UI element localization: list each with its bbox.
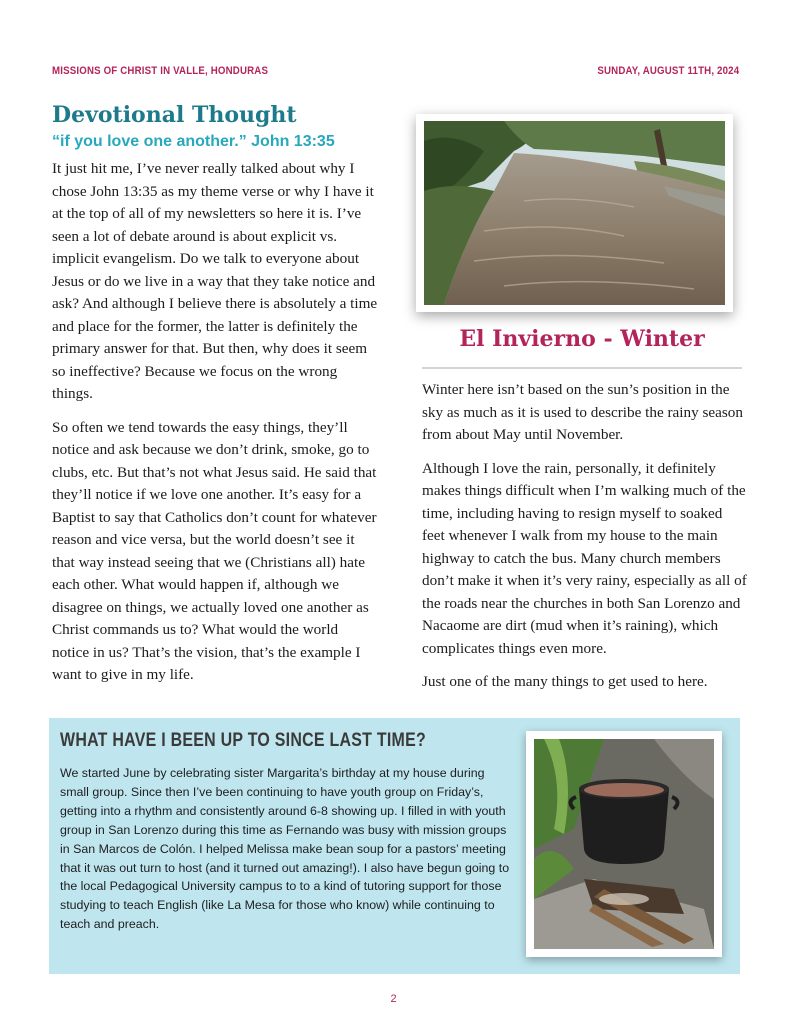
winter-paragraph: Just one of the many things to get used to here. xyxy=(422,673,708,690)
update-box-text: We started June by celebrating sister Margarita’s birthday at my house during small group. Since then I’ve been continuing to have youth group on Friday’s, getting into a rhythm and consistently around 6-8 showing up. I filled in with youth group in San Lorenzo during this time as Fernando was busy with mission groups in San Marcos de Colón. I helped Melissa make bean soup for a pastors’ meeting that it was out turn to host (and it turned out amazing!). I also have begun going to the local Pedagogical University campus to to a kind of tutoring support for those studying to teach English (like La Mesa for those who know) while continuing to teach and preach. xyxy=(60,766,510,932)
winter-divider xyxy=(422,367,742,369)
devotional-title: Devotional Thought xyxy=(52,102,297,128)
theme-verse: “if you love one another.” John 13:35 xyxy=(52,133,335,150)
devotional-paragraph: So often we tend towards the easy things, they’ll notice and ask because we don’t drink, smoke, go to clubs, etc. But that’s not what Jesus said. He said that they’ll notice if we love one another. It’s easy for a Baptist to say that Catholics don’t count for whatever reason and vice versa, but the world doesn’t see it that way instead seeing that we (Christians all) hate each other. What would happen if, although we disagree on things, we actually loved one another as Christ commands us to? What would the world notice in us? That’s the vision, that’s the example I want to give in my life. xyxy=(52,418,377,683)
winter-paragraph: Although I love the rain, personally, it definitely makes things difficult when I’m walking much of the time, including having to resign myself to soaked feet whenever I walk from my house to the main highway to catch the bus. Many church members don’t make it when it’s very rainy, especially as all of the roads near the churches in both San Lorenzo and Nacaome are dirt (mud when it’s raining), which complicates things even more. xyxy=(422,459,747,657)
page-number: 2 xyxy=(390,993,397,1005)
newsletter-organization: MISSIONS OF CHRIST IN VALLE, HONDURAS xyxy=(52,65,269,77)
winter-paragraph: Winter here isn’t based on the sun’s position in the sky as much as it is used to describe the rainy season from about May until November. xyxy=(422,381,743,443)
winter-body xyxy=(422,379,748,705)
flooded-road-image xyxy=(424,121,725,305)
newsletter-date: SUNDAY, AUGUST 11TH, 2024 xyxy=(597,65,739,77)
flooded-road-photo xyxy=(416,114,733,312)
devotional-paragraph: It just hit me, I’ve never really talked about why I chose John 13:35 as my theme verse or why I have it at the top of all of my newsletters so here it is. I’ve seen a lot of debate around is about explicit vs. implicit evangelism. Do we talk to everyone about Jesus or do we live in a way that they take notice and ask? And although I believe there is absolutely a time and place for the former, the latter is definitely the primary answer for that. But then, why does it seem so ineffective? Because we focus on the wrong things. xyxy=(52,160,378,402)
devotional-body xyxy=(52,158,378,698)
winter-title: El Invierno - Winter xyxy=(459,326,705,352)
bean-soup-photo xyxy=(526,731,722,957)
cooking-pot-image xyxy=(534,739,714,949)
update-box-title: WHAT HAVE I BEEN UP TO SINCE LAST TIME? xyxy=(60,730,426,751)
